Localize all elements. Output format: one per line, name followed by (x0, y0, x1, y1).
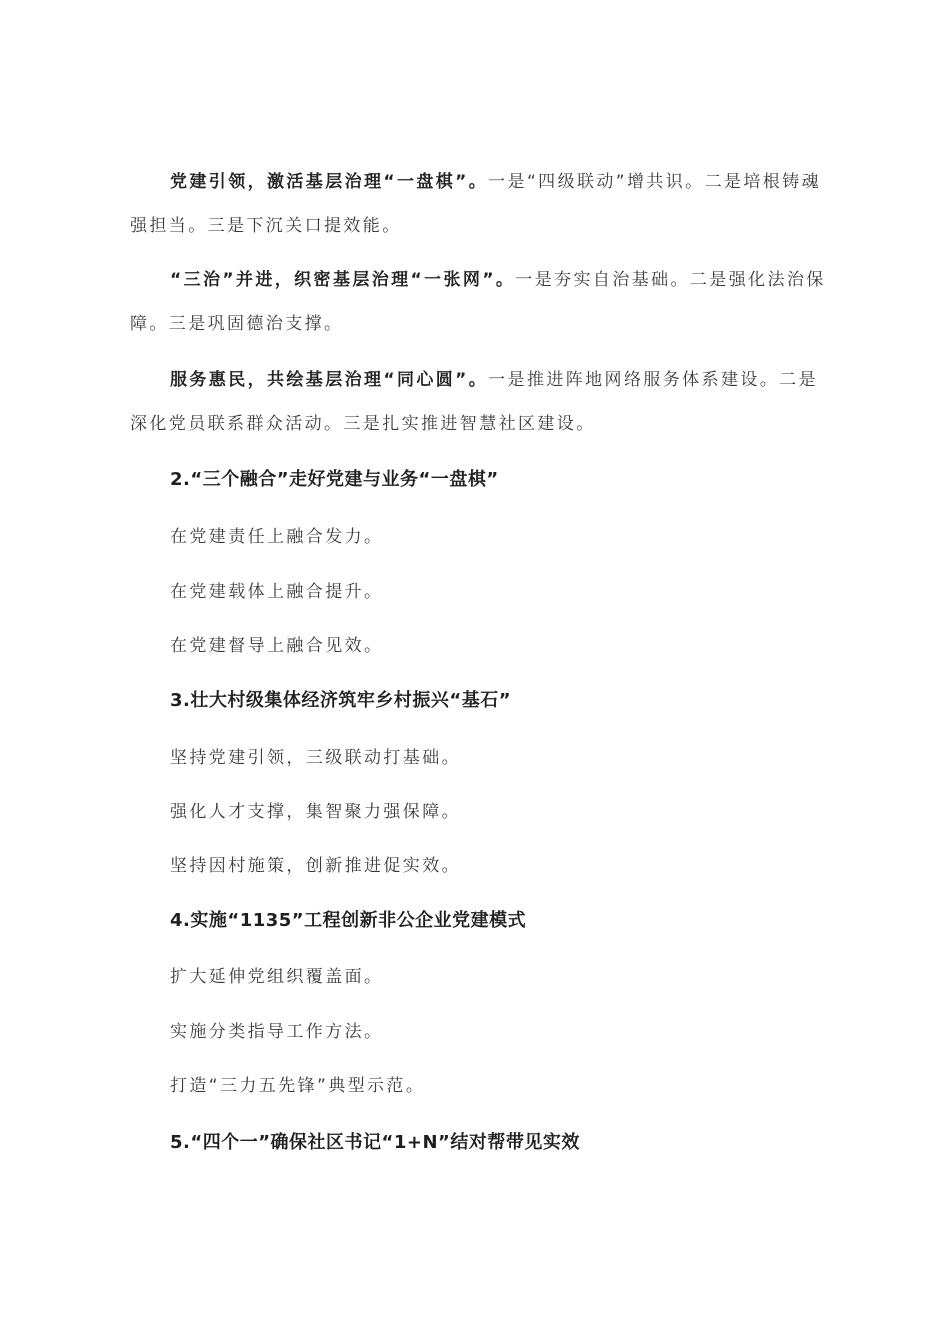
list-item: 打造“三力五先锋”典型示范。 (170, 1076, 426, 1096)
list-item: 实施分类指导工作方法。 (170, 1022, 384, 1042)
list-item: 坚持党建引领，三级联动打基础。 (170, 748, 461, 768)
paragraph-body: 一是推进阵地网络服务体系建设。二是深化党员联系群众活动。三是扎实推进智慧社区建设。 (130, 370, 818, 434)
list-item: 在党建载体上融合提升。 (170, 582, 384, 602)
section-heading-village-economy: 3.壮大村级集体经济筑牢乡村振兴“基石” (170, 690, 512, 711)
paragraph-body: 一是夯实自治基础。二是强化法治保障。三是巩固德治支撑。 (130, 270, 826, 334)
paragraph-party-leadership (130, 160, 830, 248)
paragraph-lead: 党建引领，激活基层治理“一盘棋”。 (170, 172, 489, 192)
section-heading-four-ones: 5.“四个一”确保社区书记“1+N”结对帮带见实效 (170, 1132, 580, 1153)
paragraph-service-people (130, 358, 830, 446)
paragraph-three-governance (130, 258, 830, 346)
section-heading-three-integrations: 2.“三个融合”走好党建与业务“一盘棋” (170, 469, 499, 490)
list-item: 坚持因村施策，创新推进促实效。 (170, 856, 461, 876)
paragraph-lead: 服务惠民，共绘基层治理“同心圆”。 (170, 370, 489, 390)
paragraph-lead: “三治”并进，织密基层治理“一张网”。 (170, 270, 516, 290)
list-item: 扩大延伸党组织覆盖面。 (170, 967, 384, 987)
paragraph-body: 一是“四级联动”增共识。二是培根铸魂强担当。三是下沉关口提效能。 (130, 172, 821, 236)
list-item: 在党建责任上融合发力。 (170, 527, 384, 547)
section-heading-1135-project: 4.实施“1135”工程创新非公企业党建模式 (170, 910, 527, 931)
list-item: 强化人才支撑，集智聚力强保障。 (170, 802, 461, 822)
list-item: 在党建督导上融合见效。 (170, 636, 384, 656)
